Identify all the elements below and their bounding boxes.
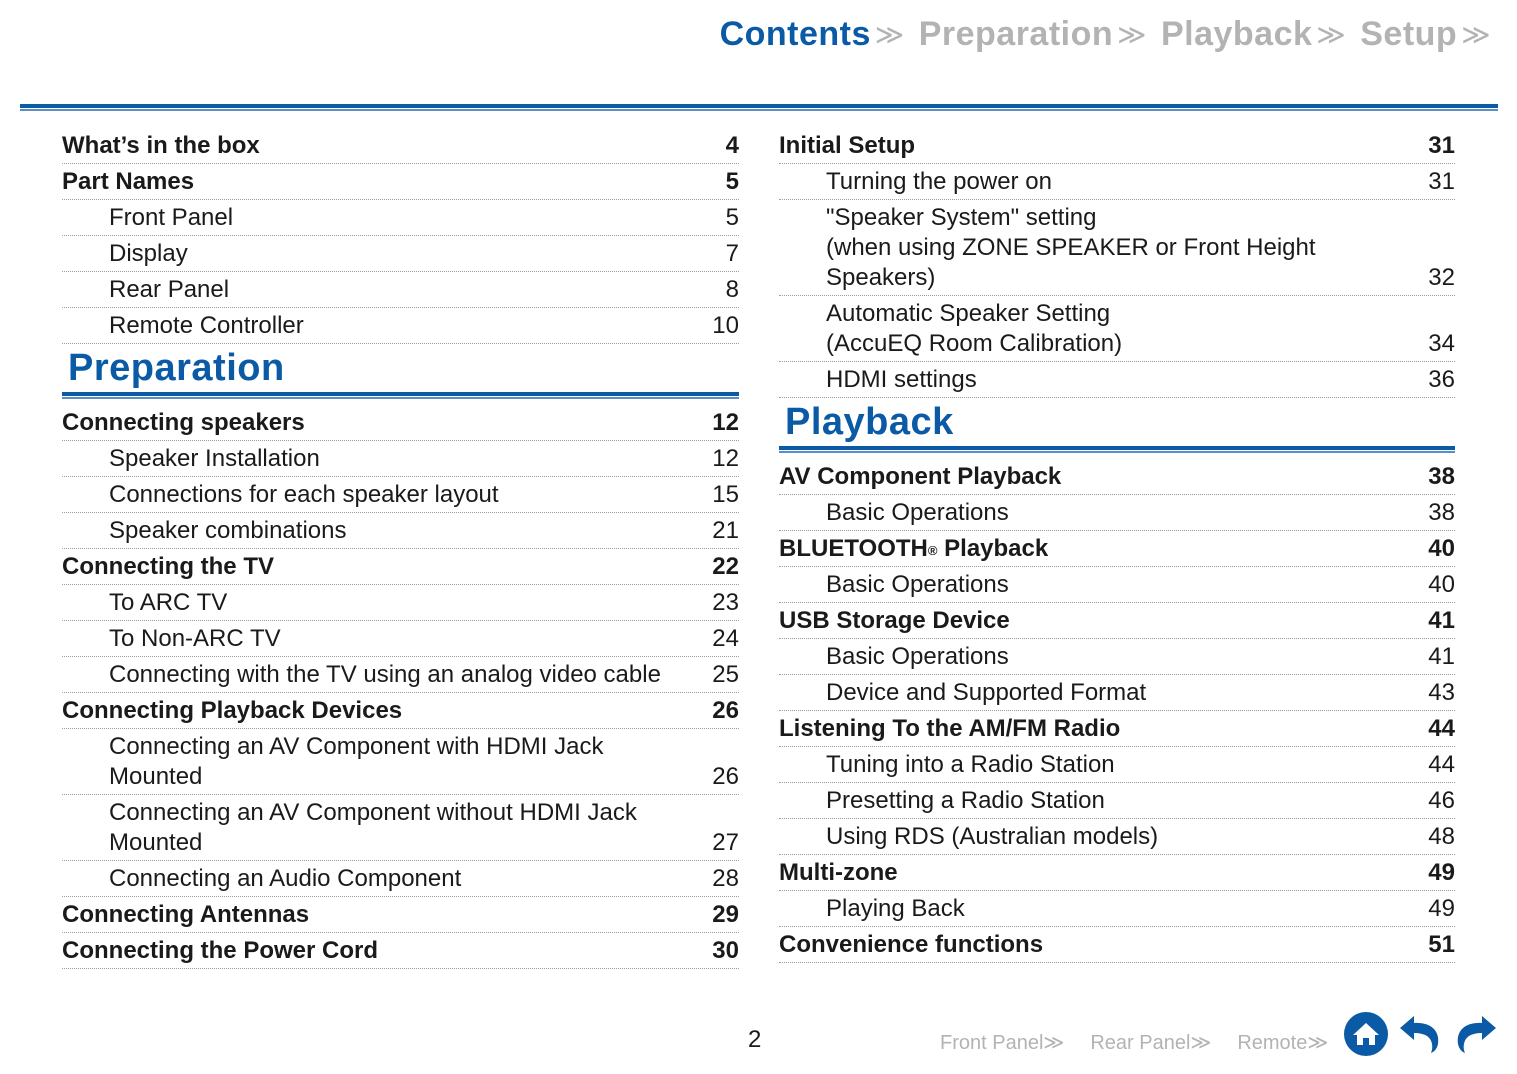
toc-entry-title: AV Component Playback <box>779 463 1062 490</box>
toc-entry-title: To Non-ARC TV <box>109 625 281 652</box>
toc-subentry[interactable] <box>62 729 739 795</box>
toc-entry[interactable] <box>779 927 1455 963</box>
toc-entry-title: Basic Operations <box>826 643 1009 670</box>
footer-icons <box>1342 1010 1506 1063</box>
toc-entry-page: 15 <box>712 481 739 508</box>
toc-right-column <box>779 128 1455 963</box>
toc-entry-title: Automatic Speaker Setting (AccuEQ Room Calibration) <box>826 300 1123 357</box>
toc-entry[interactable] <box>779 459 1455 495</box>
toc-entry-page: 26 <box>712 697 739 724</box>
toc-entry-page: 23 <box>712 589 739 616</box>
toc-entry-title: Connecting Antennas <box>62 901 310 928</box>
toc-entry-page: 12 <box>712 445 739 472</box>
toc-subentry[interactable] <box>779 783 1455 819</box>
toc-entry-title: Display <box>109 240 188 267</box>
toc-entry-page: 43 <box>1428 679 1455 706</box>
toc-entry-page: 49 <box>1428 859 1455 886</box>
toc-entry-page: 40 <box>1428 571 1455 598</box>
toc-entry-title: Multi-zone <box>779 859 898 886</box>
toc-entry[interactable] <box>779 603 1455 639</box>
toc-entry-title: Rear Panel <box>109 276 230 303</box>
toc-subentry[interactable] <box>779 639 1455 675</box>
toc-entry-title: Front Panel <box>109 204 234 231</box>
toc-subentry[interactable] <box>779 495 1455 531</box>
toc-entry-title: "Speaker System" setting (when using ZONE SPEAKER or Front Height Speakers) <box>826 204 1316 291</box>
toc-entry-page: 10 <box>712 312 739 339</box>
toc-entry[interactable] <box>62 693 739 729</box>
toc-entry[interactable] <box>62 897 739 933</box>
chevron-icon: ≫ <box>1461 18 1491 50</box>
chevron-icon: ≫ <box>1117 18 1147 50</box>
toc-entry-title: To ARC TV <box>109 589 228 616</box>
toc-entry[interactable] <box>62 549 739 585</box>
toc-entry-title: USB Storage Device <box>779 607 1010 634</box>
toc-entry-page: 21 <box>712 517 739 544</box>
toc-entry-page: 25 <box>712 661 739 688</box>
registered-mark: ® <box>927 543 938 558</box>
toc-entry-title: Remote Controller <box>109 312 304 339</box>
chevron-icon: ≫ <box>1316 18 1347 50</box>
toc-entry-title: Using RDS (Australian models) <box>826 823 1159 850</box>
toc-entry-page: 12 <box>712 409 739 436</box>
toc-subentry[interactable] <box>62 621 739 657</box>
toc-subentry[interactable] <box>779 747 1455 783</box>
toc-entry-page: 32 <box>1428 264 1455 291</box>
toc-entry-title: Playing Back <box>826 895 965 922</box>
toc-subentry[interactable] <box>62 513 739 549</box>
footer-link-front-panel[interactable]: Front Panel≫ <box>940 1032 1065 1054</box>
toc-entry-title: Turning the power on <box>826 168 1052 195</box>
toc-entry-page: 24 <box>712 625 739 652</box>
section-divider <box>62 392 739 396</box>
toc-entry-page: 29 <box>712 901 739 928</box>
section-divider-secondary <box>779 451 1455 453</box>
toc-entry-title: Initial Setup <box>779 132 916 159</box>
footer-navigation <box>940 1030 1354 1055</box>
footer-link-rear-panel[interactable]: Rear Panel≫ <box>1090 1032 1212 1054</box>
toc-entry-page: 31 <box>1428 168 1455 195</box>
page-number: 2 <box>748 1026 762 1053</box>
toc-entry-title: Basic Operations <box>826 571 1009 598</box>
toc-entry-title: What’s in the box <box>62 132 260 159</box>
toc-subentry[interactable] <box>779 200 1455 296</box>
toc-entry-page: 41 <box>1428 643 1455 670</box>
toc-entry-title: Convenience functions <box>779 931 1044 958</box>
toc-entry-page: 26 <box>712 763 739 790</box>
toc-entry[interactable] <box>62 933 739 969</box>
toc-entry-page: 34 <box>1428 330 1455 357</box>
toc-entry-page: 28 <box>712 865 739 892</box>
toc-entry-page: 48 <box>1428 823 1455 850</box>
section-divider <box>779 446 1455 450</box>
toc-subentry[interactable] <box>62 795 739 861</box>
toc-subentry[interactable] <box>779 567 1455 603</box>
toc-subentry[interactable] <box>779 819 1455 855</box>
toc-entry-title: Speaker combinations <box>109 517 347 544</box>
toc-subentry[interactable] <box>62 585 739 621</box>
toc-entry-title: Connecting an AV Component without HDMI Jack Mounted <box>109 799 637 856</box>
toc-subentry[interactable] <box>62 200 739 236</box>
toc-entry-page: 46 <box>1428 787 1455 814</box>
toc-entry-title: Tuning into a Radio Station <box>826 751 1115 778</box>
toc-subentry[interactable] <box>779 891 1455 927</box>
toc-entry[interactable] <box>779 711 1455 747</box>
toc-entry-page: 36 <box>1428 366 1455 393</box>
toc-entry[interactable] <box>62 164 739 200</box>
toc-entry-page: 22 <box>712 553 739 580</box>
toc-entry-page: 38 <box>1428 499 1455 526</box>
toc-entry-page: 30 <box>712 937 739 964</box>
toc-entry-page: 41 <box>1428 607 1455 634</box>
toc-entry-title: Connecting an Audio Component <box>109 865 462 892</box>
toc-entry-page: 5 <box>725 168 739 195</box>
toc-left-column <box>62 128 739 969</box>
toc-subentry[interactable] <box>62 861 739 897</box>
chevron-icon: ≫ <box>874 18 905 50</box>
toc-entry-title: Connecting speakers <box>62 409 305 436</box>
toc-subentry[interactable] <box>779 296 1455 362</box>
toc-entry[interactable] <box>779 855 1455 891</box>
toc-entry-page: 40 <box>1428 535 1455 562</box>
section-title: Preparation <box>68 347 285 389</box>
toc-entry-title: Basic Operations <box>826 499 1009 526</box>
home-icon[interactable] <box>1342 1010 1390 1063</box>
toc-entry-title: Connecting the TV <box>62 553 274 580</box>
toc-entry-title: HDMI settings <box>826 366 977 393</box>
toc-entry[interactable] <box>779 128 1455 164</box>
toc-entry-title: Part Names <box>62 168 195 195</box>
section-title: Playback <box>785 401 954 443</box>
footer-link-remote[interactable]: Remote≫ <box>1237 1032 1329 1054</box>
toc-entry-page: 49 <box>1428 895 1455 922</box>
toc-entry-title: Connecting with the TV using an analog video cable <box>109 661 661 688</box>
toc-entry-page: 5 <box>725 204 739 231</box>
toc-subentry[interactable] <box>62 308 739 344</box>
back-icon[interactable] <box>1398 1014 1444 1059</box>
toc-entry-page: 51 <box>1428 931 1455 958</box>
section-divider-secondary <box>62 397 739 399</box>
toc-entry-title: Connecting the Power Cord <box>62 937 379 964</box>
toc-entry-page: 31 <box>1428 132 1455 159</box>
toc-entry[interactable] <box>62 128 739 164</box>
nav-preparation[interactable]: Preparation ≫ <box>918 14 1147 53</box>
toc-entry-title: Presetting a Radio Station <box>826 787 1105 814</box>
toc-entry-page: 27 <box>712 829 739 856</box>
toc-entry-page: 7 <box>725 240 739 267</box>
toc-entry[interactable] <box>62 405 739 441</box>
toc-entry-title: Connecting an AV Component with HDMI Jack Mounted <box>109 733 604 790</box>
top-navigation <box>706 12 1491 56</box>
toc-entry[interactable] <box>779 531 1455 567</box>
header-divider <box>20 104 1498 108</box>
toc-entry-page: 38 <box>1428 463 1455 490</box>
toc-subentry[interactable] <box>779 362 1455 398</box>
toc-subentry[interactable] <box>779 675 1455 711</box>
nav-setup[interactable]: Setup ≫ <box>1360 14 1491 53</box>
toc-entry-title: Listening To the AM/FM Radio <box>779 715 1121 742</box>
toc-entry-title: Speaker Installation <box>109 445 320 472</box>
section-heading-preparation <box>62 344 739 396</box>
toc-entry-page: 8 <box>725 276 739 303</box>
toc-entry-title: BLUETOOTH® Playback <box>779 535 1049 562</box>
toc-subentry[interactable] <box>62 236 739 272</box>
toc-subentry[interactable] <box>62 272 739 308</box>
toc-subentry[interactable] <box>62 441 739 477</box>
toc-entry-page: 44 <box>1428 715 1455 742</box>
toc-entry-page: 44 <box>1428 751 1455 778</box>
toc-subentry[interactable] <box>779 164 1455 200</box>
toc-subentry[interactable] <box>62 477 739 513</box>
nav-playback[interactable]: Playback ≫ <box>1160 14 1347 53</box>
toc-entry-title: Device and Supported Format <box>826 679 1147 706</box>
toc-entry-title: Connecting Playback Devices <box>62 697 403 724</box>
section-heading-playback <box>779 398 1455 450</box>
toc-entry-title: Connections for each speaker layout <box>109 481 499 508</box>
toc-entry-page: 4 <box>725 132 739 159</box>
nav-contents[interactable]: Contents ≫ <box>719 14 905 53</box>
header-divider-secondary <box>20 109 1498 111</box>
toc-subentry[interactable] <box>62 657 739 693</box>
forward-icon[interactable] <box>1452 1014 1498 1059</box>
